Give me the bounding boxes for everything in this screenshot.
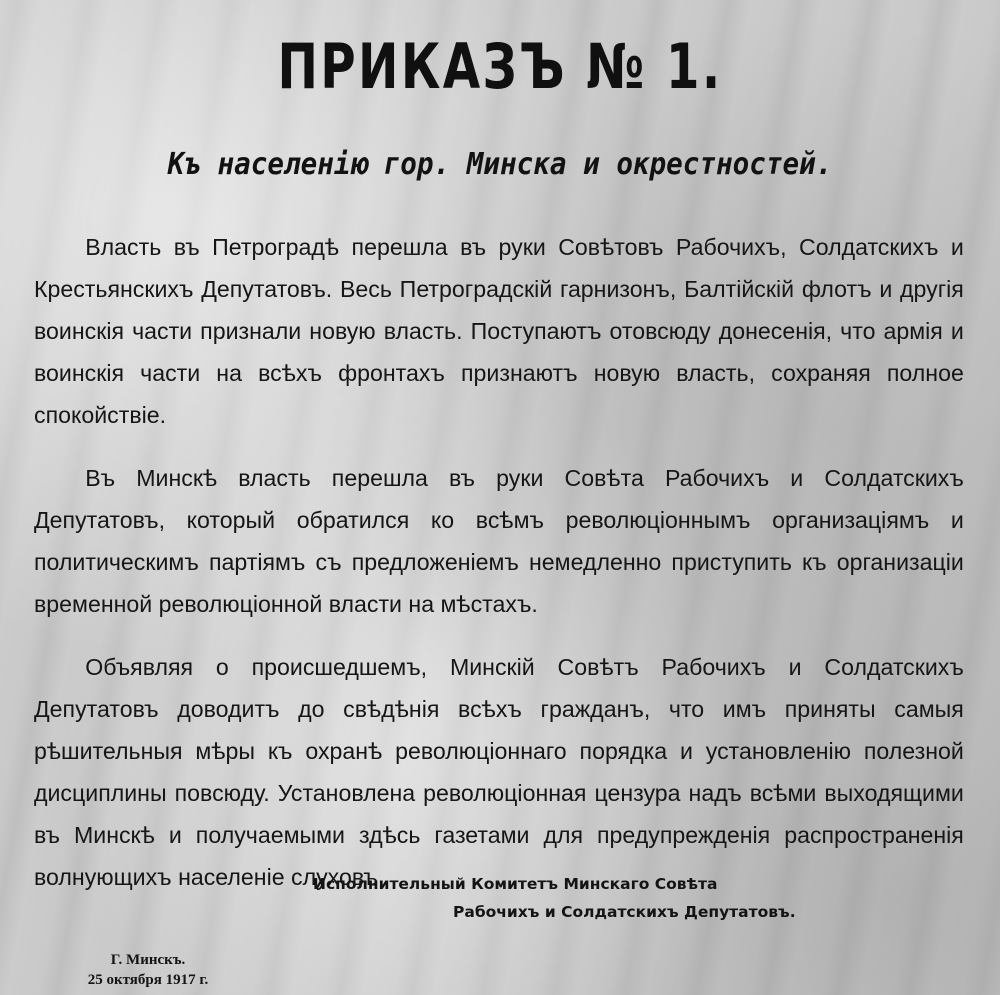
place-date xyxy=(58,950,238,990)
document-body xyxy=(34,226,964,919)
paragraph-3: Объявляя о происшедшемъ, Минскій Совѣтъ Рабочихъ и Солдатскихъ Депутатовъ доводитъ до свѣдѣнія всѣхъ гражданъ, что имъ приняты самыя рѣшительныя мѣры къ охранѣ революціоннаго порядка и установленію полезной дисциплины повсюду. Установлена революціонная цензура надъ всѣми выходящими въ Минскѣ и получаемыми здѣсь газетами для предупрежденія распространенія волнующихъ населеніе слуховъ. xyxy=(34,654,964,890)
paragraph-1: Власть въ Петроградѣ перешла въ руки Совѣтовъ Рабочихъ, Солдатскихъ и Крестьянскихъ Депутатовъ. Весь Петроградскій гарнизонъ, Балтійскій флотъ и другія воинскія части признали новую власть. Поступаютъ отовсюду донесенія, что армія и воинскія части на всѣхъ фронтахъ признаютъ новую власть, сохраняя полное спокойствіе. xyxy=(34,234,964,428)
place: Г. Минскъ. xyxy=(110,952,186,968)
signature-line-1: Исполнительный Комитетъ Минскаго Совѣта xyxy=(313,875,718,893)
date: 25 октября 1917 г. xyxy=(87,972,209,988)
signature-line-2: Рабочихъ и Солдатскихъ Депутатовъ. xyxy=(453,903,796,921)
paragraph-2: Въ Минскѣ власть перешла въ руки Совѣта Рабочихъ и Солдатскихъ Депутатовъ, который обратился ко всѣмъ революціоннымъ организаціямъ и политическимъ партіямъ съ предложеніемъ немедленно приступить къ организаціи временной революціонной власти на мѣстахъ. xyxy=(34,465,964,617)
document-subtitle: Къ населенію гор. Минска и окрестностей. xyxy=(167,147,833,182)
document-title: ПРИКАЗЪ № 1. xyxy=(277,30,723,103)
